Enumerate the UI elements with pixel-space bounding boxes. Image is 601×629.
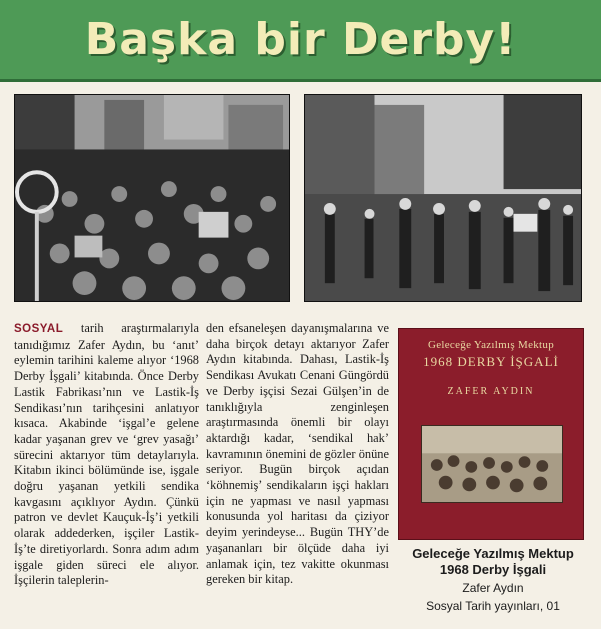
protest-march-photo-right (304, 94, 582, 302)
headline-banner (0, 0, 601, 82)
caption-title-line1: Geleceğe Yazılmış Mektup (412, 546, 574, 561)
book-cover-author: ZAFER AYDIN (447, 386, 535, 397)
book-cover (398, 328, 584, 540)
book-caption (398, 546, 588, 615)
article-text-col2: den efsaneleşen dayanışmalarına ve daha birçok detayı aktarıyor Zafer Aydın kitabında. Dahası, Lastik-İş Sendikası Avukatı Cenani Güngördü ve Derby işçisi Sezai Gülşen’in de tanıklığıyla zenginleşen araştırmasında önemli bir olayı aktardığı kadar, ‘sendikal hak’ kavramının önemini de gözler önüne seriyor. Bugün birçok açıdan ‘köhnemiş’ sendikaların işçi hakları için ne yapması ve nasıl yapması konusunda yol haritası da çiziyor deyim yerindeyse... Bugün THY’de yaşananları bir ölçüde daha iyi anlamak için, tez vakitte okunması gereken bir kitap. (206, 321, 389, 587)
article-column-2 (206, 321, 389, 588)
book-cover-title: Geleceğe Yazılmış Mektup (427, 339, 555, 351)
article-text-col1: tarih araştırmalarıyla tanıdığımız Zafer Aydın, bu ‘anıt’ eylemin tarihini kaleme alıyor ‘1968 Derby İşgali’ kitabında. Önce Derby Lastik Fabrikası’nın ve Lastik-İş Sendikası’nın tarihçesini anlatıyor kısaca. Akabinde ‘işgal’e gelene kadar yaşanan grev ve ‘grev yasağı’ sürecini aktarıyor tüm detaylarıyla. Kitabın ikinci bölümünde ise, işgale doğru yaşanan yetkili sendika kavgasını açıklıyor Aydın. Çünkü patron ve devlet Kauçuk-İş’i yetkili olarak addederken, işçiler Lastik-İş’te diretiyorlardı. Sonra adım adım işgale giden süreci ele alıyor. İşçilerin taleplerin- (14, 321, 199, 588)
book-cover-photo (421, 425, 563, 503)
protest-crowd-photo-left (14, 94, 290, 302)
book-cover-subtitle: 1968 DERBY İŞGALİ (423, 354, 559, 369)
article-column-1 (14, 321, 199, 589)
caption-title-line2: 1968 Derby İşgali (439, 562, 547, 577)
caption-publisher: Sosyal Tarih yayınları, 01 (426, 599, 560, 613)
caption-author: Zafer Aydın (462, 581, 524, 595)
headline: Başka bir Derby! (84, 14, 517, 65)
lead-word: SOSYAL (14, 323, 64, 335)
